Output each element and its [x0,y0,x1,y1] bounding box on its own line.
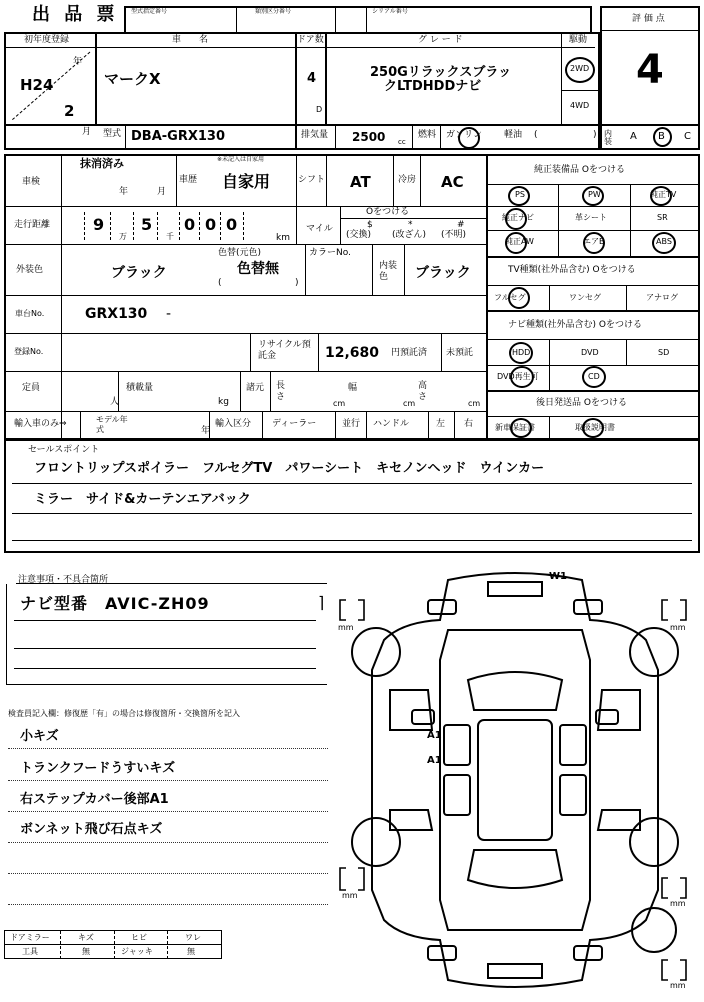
model-value: DBA-GRX130 [131,129,225,144]
drive-label: 駆動 [569,35,588,45]
equip-abs: ABS [656,237,672,246]
class-code-label: 類別区分番号 [255,8,292,15]
length-cm: cm [333,399,346,408]
recycle-unit: 円預託済 [391,348,428,358]
inspector-line-1: 小キズ [20,729,59,744]
mileage-digit-4: 0 [205,215,217,234]
shift-value: AT [350,173,371,191]
fuel-diesel: 軽油 [504,130,523,140]
mileage-man: 万 [119,232,127,241]
legend-jack-value: 無 [187,947,195,956]
fuel-gasoline-circle [458,127,480,149]
interior-c: C [684,131,691,142]
legend-crack: ヒビ [131,933,147,942]
later-manual-circle [582,418,604,438]
circle-note: Oをつける [366,207,410,217]
doors-value: 4 [307,71,317,86]
interior-color-label: 内装色 [379,261,398,282]
notes-label: 注意事項・不具合箇所 [18,575,109,585]
mileage-digit-1: 9 [93,215,105,234]
equip-aw: 純正AW [505,237,534,246]
equip-navi-circle [505,208,527,230]
modified: (改ざん) [392,230,427,240]
displacement-unit: cc [398,138,406,146]
fuel-gasoline: ガソリン [446,130,483,140]
grade-line2: クLTDHDDナビ [384,79,482,94]
dealer: ディーラー [272,419,317,429]
unknown: (不明) [441,230,467,240]
navi-model-note: ナビ型番 AVIC-ZH09 [20,594,210,613]
mileage-digit-2: 5 [141,215,153,234]
navi-sd: SD [658,348,670,357]
mileage-digit-5: 0 [226,215,238,234]
recycle-value: 12,680 [325,345,380,361]
ac-label: 冷房 [398,175,417,185]
serial-label: シリアル番号 [372,8,408,15]
inspector-line-3: 右ステップカバー後部A1 [20,792,169,807]
mm-label-5: mm [670,981,686,990]
interior-b: B [658,131,665,142]
length-label: 長さ [276,381,286,402]
inspector-line-4: ボンネット飛び石点キズ [20,822,163,837]
drive-4wd: 4WD [570,101,590,110]
height-cm: cm [468,399,481,408]
tv-fullseg: フルセグ [494,293,526,302]
interior-a: A [630,131,637,142]
month-unit: 月 [82,127,92,137]
mileage-sen: 千 [166,232,174,241]
fuel-paren-close: ) [593,130,597,140]
equip-aw-circle [505,232,527,254]
mm-label-3: mm [342,891,358,900]
dims-label: 諸元 [246,383,265,393]
grade-line1: 250Gリラックスブラッ [370,65,512,80]
width-label: 幅 [348,383,358,393]
repaint-value: 色替無 [237,261,279,277]
shaken-value: 抹消済み [80,157,124,170]
equip-airbag-circle [583,232,605,254]
exterior-value: ブラック [111,265,167,281]
shaken-label: 車検 [22,177,41,187]
parallel: 並行 [342,419,361,429]
handle: ハンドル [373,419,410,429]
history-note: ※未記入は自家用 [217,156,265,163]
mm-label-1: mm [338,623,354,632]
later-warranty: 新車保証書 [495,423,535,432]
first-reg-label: 初年度登録 [24,35,70,45]
sales-point-line2: ミラー サイド&カーテンエアバック [34,492,251,507]
displacement-value: 2500 [352,130,386,144]
later-manual: 取扱説明書 [575,423,615,432]
car-name-label: 車 名 [172,35,209,45]
navi-hdd: HDD [512,348,531,357]
diagram-w1: W1 [549,571,567,582]
legend-break: ワレ [185,933,201,942]
tv-fullseg-circle [508,287,530,309]
recycle-not: 未預託 [446,348,474,358]
width-cm: cm [403,399,416,408]
legend-scratch: キズ [78,933,94,942]
rating-value: 4 [636,47,664,93]
later-title: 後日発送品 Oをつける [536,398,627,408]
equip-leather: 革シート [575,213,607,222]
shaken-year: 年 [119,187,129,197]
ac-value: AC [441,173,464,191]
interior-label: 内装 [604,129,612,146]
grade-label: グ レ ー ド [418,35,463,45]
mileage-label: 走行距離 [14,220,51,230]
import-label: 輸入車のみ⇒ [14,419,67,429]
history-value: 自家用 [222,172,271,191]
exterior-label: 外装色 [16,265,44,275]
equip-ps: PS [515,190,525,199]
equip-pw-circle [582,186,604,206]
legend-tools: 工具 [22,947,38,956]
model-year-unit: 年 [201,426,211,436]
capacity-unit: 人 [110,397,120,407]
drive-2wd: 2WD [570,64,590,73]
chassis-label: 車台No. [15,309,45,318]
equip-airbag: エアB [583,237,605,246]
navi-dvd: DVD [581,348,599,357]
model-code-label: 型式指定番号 [131,8,168,15]
sales-point-line1: フロントリップスポイラー フルセグTV パワーシート キセノンヘッド ウインカー [34,461,545,476]
color-no-label: カラーNo. [309,248,351,258]
diagram-a1-bottom: A1 [427,755,442,766]
later-warranty-circle [510,418,532,438]
car-damage-diagram [328,560,702,1000]
exchange: (交換) [346,230,372,240]
interior-b-circle [653,127,672,147]
equipment-title: 純正装備品 Oをつける [534,165,625,175]
code-strip [124,6,592,34]
navi-cd: CD [588,372,600,381]
tv-analog: アナログ [646,293,678,302]
legend-mirror: ドアミラー [10,933,50,942]
displacement-label: 排気量 [301,130,329,140]
mm-label-4: mm [670,899,686,908]
diagram-a1-top: A1 [427,730,442,741]
mm-label-2: mm [670,623,686,632]
equip-tv-circle [650,186,672,206]
tv-title: TV種類(社外品含む) Oをつける [508,265,636,275]
chassis-value: GRX130 [85,306,148,322]
import-class-label: 輸入区分 [215,419,252,429]
navi-dvd-play-circle [510,366,534,388]
year-value: H24 [20,76,54,94]
recycle-label: リサイクル預託金 [258,340,311,361]
mileage-km: km [276,233,290,243]
fuel-paren: ( [534,130,538,140]
load-label: 積載量 [126,383,154,393]
year-unit: 年 [73,57,83,67]
chassis-dash: - [166,306,172,322]
shift-label: シフト [298,175,326,185]
interior-color-value: ブラック [415,265,471,281]
navi-title: ナビ種類(社外品含む) Oをつける [508,320,642,330]
navi-hdd-circle [509,342,533,364]
equip-tv: 純正TV [650,190,677,199]
left: 左 [436,419,446,429]
load-unit: kg [218,397,229,407]
doors-label: ドア数 [297,35,324,45]
model-year-label: モデル年式 [96,415,128,434]
history-label: 車歴 [179,175,198,185]
inspector-label: 検査員記入欄：修復歴「有」の場合は修復箇所・交換箇所を記入 [8,709,240,718]
form-title: 出 品 票 [32,4,119,25]
month-value: 2 [64,102,75,120]
tv-oneseg: ワンセグ [569,293,601,302]
fuel-label: 燃料 [418,130,437,140]
equip-sr: SR [657,213,668,222]
sales-point-label: セールスポイント [28,445,100,455]
model-label: 型式 [103,129,122,139]
mile-label: マイル [306,224,333,234]
mileage-digit-3: 0 [184,215,196,234]
equip-ps-circle [508,186,530,206]
equip-pw: PW [588,190,601,199]
capacity-label: 定員 [22,383,41,393]
equip-navi: 純正ナビ [502,213,534,222]
height-label: 高さ [418,381,428,402]
reg-no-label: 登録No. [14,347,44,356]
inspector-line-2: トランクフードうすいキズ [20,761,176,776]
equip-abs-circle [652,232,676,254]
legend-tools-value: 無 [82,947,90,956]
rating-label: 評 価 点 [632,14,665,24]
car-name: マークX [104,70,161,88]
shaken-month: 月 [157,187,167,197]
navi-dvd-play: DVD再生可 [497,372,539,381]
navi-cd-circle [582,366,606,388]
door-suffix: D [316,105,323,114]
right: 右 [464,419,474,429]
repaint-label: 色替(元色) [218,248,262,258]
legend-jack: ジャッキ [121,947,153,956]
